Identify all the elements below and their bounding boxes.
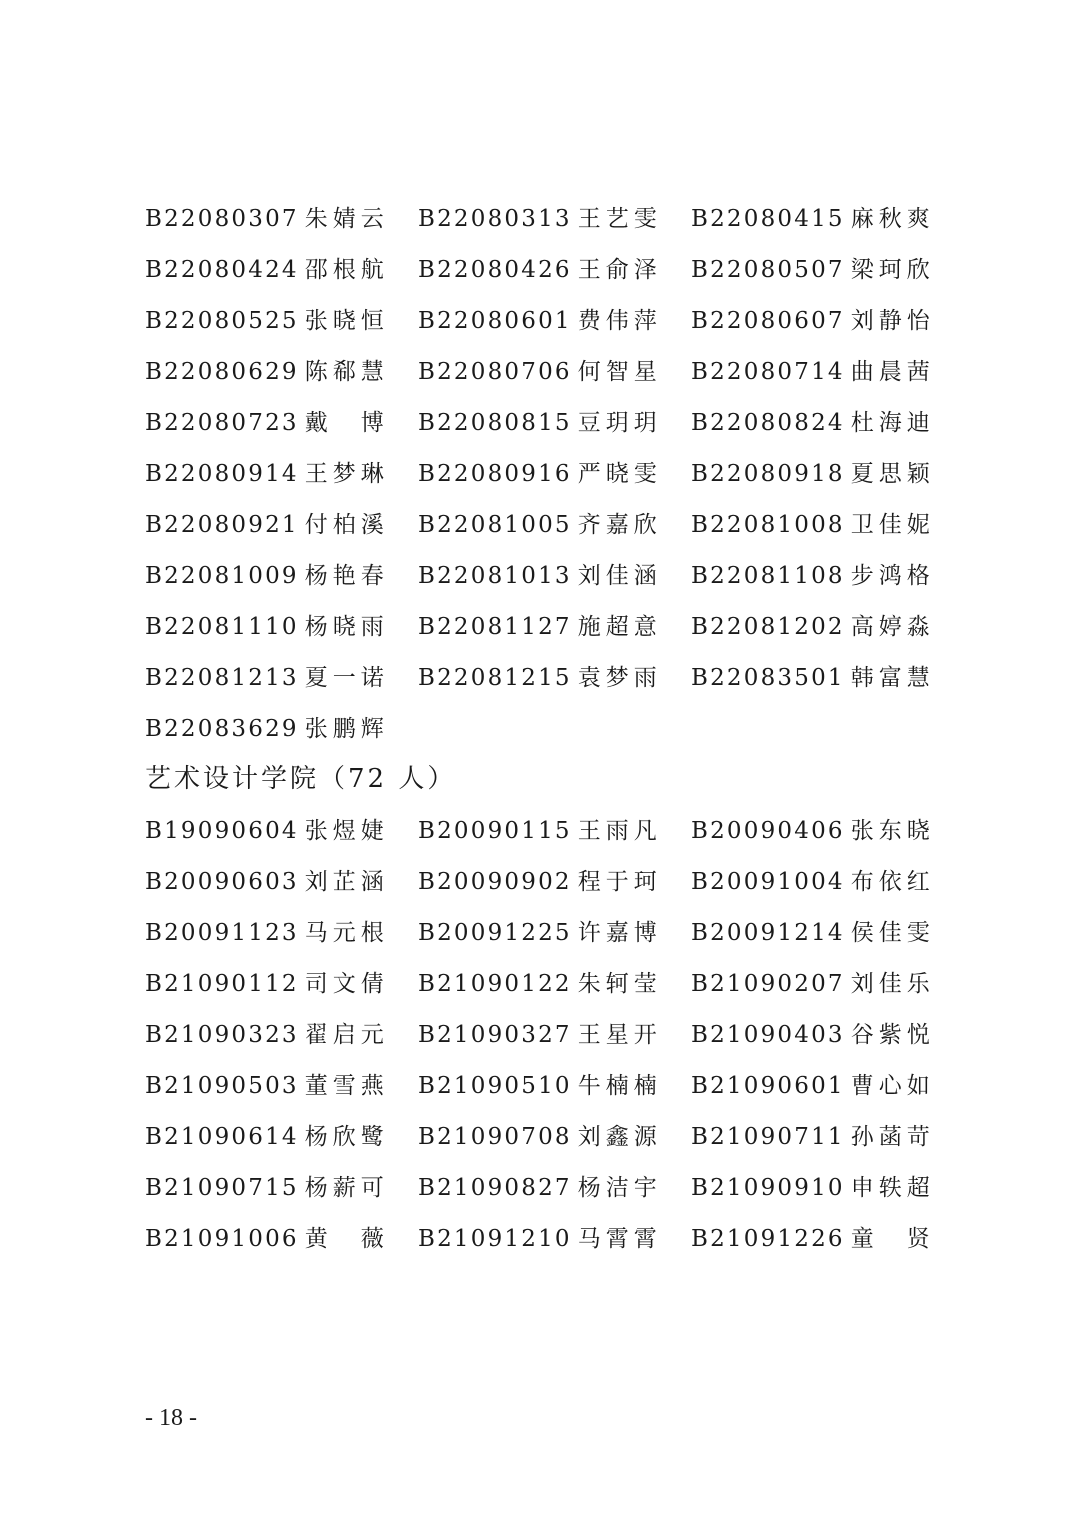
student-entry bbox=[691, 918, 935, 948]
list-row bbox=[145, 255, 945, 306]
student-entry bbox=[691, 1224, 935, 1254]
student-list-section-b bbox=[145, 816, 945, 1275]
student-id: B22080607 bbox=[691, 308, 845, 334]
list-row bbox=[145, 663, 945, 714]
student-name: 谷紫悦 bbox=[850, 1022, 935, 1048]
list-row bbox=[145, 969, 945, 1020]
student-entry bbox=[145, 867, 389, 897]
student-id: B21090510 bbox=[418, 1073, 572, 1099]
student-id: B20090603 bbox=[145, 869, 299, 895]
student-id: B21091226 bbox=[691, 1226, 845, 1252]
student-entry bbox=[145, 663, 389, 693]
student-entry bbox=[145, 408, 389, 438]
student-name: 布依红 bbox=[850, 869, 935, 895]
student-id: B22080601 bbox=[418, 308, 572, 334]
student-entry bbox=[691, 255, 935, 285]
student-entry bbox=[691, 816, 935, 846]
student-name: 何智星 bbox=[577, 359, 662, 385]
student-name: 付柏溪 bbox=[304, 512, 389, 538]
student-entry bbox=[691, 969, 935, 999]
student-id: B22080424 bbox=[145, 257, 299, 283]
student-name: 严晓雯 bbox=[577, 461, 662, 487]
page-number: - 18 - bbox=[145, 1405, 197, 1431]
student-name: 曹心如 bbox=[850, 1073, 935, 1099]
student-id: B21091210 bbox=[418, 1226, 572, 1252]
student-name: 麻秋爽 bbox=[850, 206, 935, 232]
list-row bbox=[145, 714, 945, 765]
student-name: 程于珂 bbox=[577, 869, 662, 895]
student-id: B22080723 bbox=[145, 410, 299, 436]
student-name: 朱婧云 bbox=[304, 206, 389, 232]
student-entry bbox=[691, 612, 935, 642]
student-entry bbox=[418, 459, 662, 489]
student-name: 杜海迪 bbox=[850, 410, 935, 436]
student-name: 夏一诺 bbox=[304, 665, 389, 691]
student-list-section-a bbox=[145, 204, 945, 765]
student-id: B20090902 bbox=[418, 869, 572, 895]
student-id: B21090207 bbox=[691, 971, 845, 997]
student-name: 杨洁宇 bbox=[577, 1175, 662, 1201]
student-entry bbox=[418, 1122, 662, 1152]
student-name: 朱轲莹 bbox=[577, 971, 662, 997]
student-entry bbox=[691, 561, 935, 591]
student-name: 梁珂欣 bbox=[850, 257, 935, 283]
student-name: 许嘉博 bbox=[577, 920, 662, 946]
student-id: B22080525 bbox=[145, 308, 299, 334]
list-row bbox=[145, 1224, 945, 1275]
student-entry bbox=[418, 510, 662, 540]
list-row bbox=[145, 510, 945, 561]
student-name: 曲晨茜 bbox=[850, 359, 935, 385]
student-id: B19090604 bbox=[145, 818, 299, 844]
student-id: B22080426 bbox=[418, 257, 572, 283]
student-name: 邵根航 bbox=[304, 257, 389, 283]
student-id: B20091225 bbox=[418, 920, 572, 946]
student-entry bbox=[418, 612, 662, 642]
student-entry bbox=[145, 816, 389, 846]
student-entry bbox=[691, 1173, 935, 1203]
list-row bbox=[145, 306, 945, 357]
list-row bbox=[145, 1122, 945, 1173]
student-entry bbox=[418, 663, 662, 693]
list-row bbox=[145, 816, 945, 867]
student-id: B22080507 bbox=[691, 257, 845, 283]
student-id: B20090115 bbox=[418, 818, 572, 844]
student-entry bbox=[418, 1020, 662, 1050]
student-entry bbox=[691, 408, 935, 438]
student-name: 张鹏辉 bbox=[304, 716, 389, 742]
student-name: 马元根 bbox=[304, 920, 389, 946]
student-entry bbox=[691, 1122, 935, 1152]
student-name: 陈郗慧 bbox=[304, 359, 389, 385]
list-row bbox=[145, 1071, 945, 1122]
student-entry bbox=[145, 714, 389, 744]
student-id: B22080629 bbox=[145, 359, 299, 385]
student-name: 高婷淼 bbox=[850, 614, 935, 640]
student-id: B21090403 bbox=[691, 1022, 845, 1048]
student-name: 施超意 bbox=[577, 614, 662, 640]
student-entry bbox=[145, 204, 389, 234]
student-name: 马霄霄 bbox=[577, 1226, 662, 1252]
student-entry bbox=[691, 306, 935, 336]
student-name: 申轶超 bbox=[850, 1175, 935, 1201]
student-entry bbox=[691, 663, 935, 693]
student-entry bbox=[145, 1122, 389, 1152]
student-name: 侯佳雯 bbox=[850, 920, 935, 946]
student-entry bbox=[418, 1071, 662, 1101]
student-entry bbox=[691, 204, 935, 234]
student-id: B20091004 bbox=[691, 869, 845, 895]
college-heading: 艺术设计学院（72 人） bbox=[145, 764, 457, 794]
student-name: 费伟萍 bbox=[577, 308, 662, 334]
student-entry bbox=[691, 1071, 935, 1101]
student-entry bbox=[145, 1224, 389, 1254]
student-entry bbox=[418, 204, 662, 234]
student-id: B21090122 bbox=[418, 971, 572, 997]
student-id: B21090910 bbox=[691, 1175, 845, 1201]
student-id: B22080916 bbox=[418, 461, 572, 487]
student-entry bbox=[418, 408, 662, 438]
student-entry bbox=[691, 510, 935, 540]
student-entry bbox=[145, 1173, 389, 1203]
student-id: B22080714 bbox=[691, 359, 845, 385]
student-id: B22080313 bbox=[418, 206, 572, 232]
student-entry bbox=[145, 1020, 389, 1050]
student-entry bbox=[145, 918, 389, 948]
list-row bbox=[145, 1173, 945, 1224]
student-id: B22080415 bbox=[691, 206, 845, 232]
student-name: 司文倩 bbox=[304, 971, 389, 997]
student-entry bbox=[418, 867, 662, 897]
student-entry bbox=[691, 357, 935, 387]
list-row bbox=[145, 1020, 945, 1071]
student-id: B22081202 bbox=[691, 614, 845, 640]
list-row bbox=[145, 204, 945, 255]
student-name: 夏思颖 bbox=[850, 461, 935, 487]
student-name: 张东晓 bbox=[850, 818, 935, 844]
student-id: B22080824 bbox=[691, 410, 845, 436]
student-entry bbox=[691, 1020, 935, 1050]
list-row bbox=[145, 918, 945, 969]
student-id: B22080914 bbox=[145, 461, 299, 487]
student-name: 刘静怡 bbox=[850, 308, 935, 334]
student-name: 韩富慧 bbox=[850, 665, 935, 691]
student-name: 黄 薇 bbox=[304, 1226, 389, 1252]
student-entry bbox=[691, 867, 935, 897]
student-name: 刘芷涵 bbox=[304, 869, 389, 895]
student-entry bbox=[418, 969, 662, 999]
student-name: 步鸿格 bbox=[850, 563, 935, 589]
student-name: 戴 博 bbox=[304, 410, 389, 436]
student-id: B22083501 bbox=[691, 665, 845, 691]
student-id: B21090601 bbox=[691, 1073, 845, 1099]
student-id: B22081213 bbox=[145, 665, 299, 691]
student-id: B22081215 bbox=[418, 665, 572, 691]
student-id: B21090503 bbox=[145, 1073, 299, 1099]
student-name: 王艺雯 bbox=[577, 206, 662, 232]
student-name: 王梦琳 bbox=[304, 461, 389, 487]
student-entry bbox=[145, 561, 389, 591]
student-id: B21090708 bbox=[418, 1124, 572, 1150]
student-name: 王星开 bbox=[577, 1022, 662, 1048]
student-name: 王俞泽 bbox=[577, 257, 662, 283]
student-id: B22081009 bbox=[145, 563, 299, 589]
list-row bbox=[145, 612, 945, 663]
student-id: B22080815 bbox=[418, 410, 572, 436]
student-id: B21090327 bbox=[418, 1022, 572, 1048]
student-name: 董雪燕 bbox=[304, 1073, 389, 1099]
student-entry bbox=[145, 510, 389, 540]
student-name: 张晓恒 bbox=[304, 308, 389, 334]
student-name: 齐嘉欣 bbox=[577, 512, 662, 538]
student-id: B22081013 bbox=[418, 563, 572, 589]
student-name: 王雨凡 bbox=[577, 818, 662, 844]
student-id: B22080706 bbox=[418, 359, 572, 385]
student-name: 杨艳春 bbox=[304, 563, 389, 589]
student-entry bbox=[418, 255, 662, 285]
student-entry bbox=[145, 306, 389, 336]
student-entry bbox=[691, 459, 935, 489]
student-id: B21091006 bbox=[145, 1226, 299, 1252]
student-name: 刘佳涵 bbox=[577, 563, 662, 589]
student-name: 牛楠楠 bbox=[577, 1073, 662, 1099]
student-id: B21090827 bbox=[418, 1175, 572, 1201]
student-entry bbox=[418, 561, 662, 591]
student-id: B20090406 bbox=[691, 818, 845, 844]
student-id: B22081108 bbox=[691, 563, 845, 589]
list-row bbox=[145, 867, 945, 918]
student-name: 刘佳乐 bbox=[850, 971, 935, 997]
student-name: 童 贤 bbox=[850, 1226, 935, 1252]
student-entry bbox=[418, 816, 662, 846]
student-id: B20091123 bbox=[145, 920, 299, 946]
list-row bbox=[145, 459, 945, 510]
student-name: 翟启元 bbox=[304, 1022, 389, 1048]
student-entry bbox=[418, 1173, 662, 1203]
student-entry bbox=[145, 459, 389, 489]
student-id: B22080918 bbox=[691, 461, 845, 487]
student-entry bbox=[145, 1071, 389, 1101]
student-entry bbox=[418, 306, 662, 336]
student-name: 袁梦雨 bbox=[577, 665, 662, 691]
list-row bbox=[145, 357, 945, 408]
student-entry bbox=[145, 612, 389, 642]
student-entry bbox=[145, 969, 389, 999]
student-id: B20091214 bbox=[691, 920, 845, 946]
student-name: 豆玥玥 bbox=[577, 410, 662, 436]
student-entry bbox=[418, 1224, 662, 1254]
student-id: B21090715 bbox=[145, 1175, 299, 1201]
student-name: 张煜婕 bbox=[304, 818, 389, 844]
student-id: B22080307 bbox=[145, 206, 299, 232]
student-name: 刘鑫源 bbox=[577, 1124, 662, 1150]
student-id: B22081008 bbox=[691, 512, 845, 538]
student-id: B21090711 bbox=[691, 1124, 845, 1150]
student-entry bbox=[145, 357, 389, 387]
student-name: 卫佳妮 bbox=[850, 512, 935, 538]
student-entry bbox=[145, 255, 389, 285]
student-id: B22083629 bbox=[145, 716, 299, 742]
student-entry bbox=[418, 357, 662, 387]
student-id: B21090323 bbox=[145, 1022, 299, 1048]
student-name: 杨晓雨 bbox=[304, 614, 389, 640]
student-id: B21090112 bbox=[145, 971, 299, 997]
student-id: B22081005 bbox=[418, 512, 572, 538]
student-name: 孙菡苛 bbox=[850, 1124, 935, 1150]
student-id: B22081110 bbox=[145, 614, 299, 640]
student-id: B22081127 bbox=[418, 614, 572, 640]
list-row bbox=[145, 408, 945, 459]
list-row bbox=[145, 561, 945, 612]
student-entry bbox=[418, 918, 662, 948]
student-id: B22080921 bbox=[145, 512, 299, 538]
student-id: B21090614 bbox=[145, 1124, 299, 1150]
student-name: 杨欣鹭 bbox=[304, 1124, 389, 1150]
student-name: 杨薪可 bbox=[304, 1175, 389, 1201]
